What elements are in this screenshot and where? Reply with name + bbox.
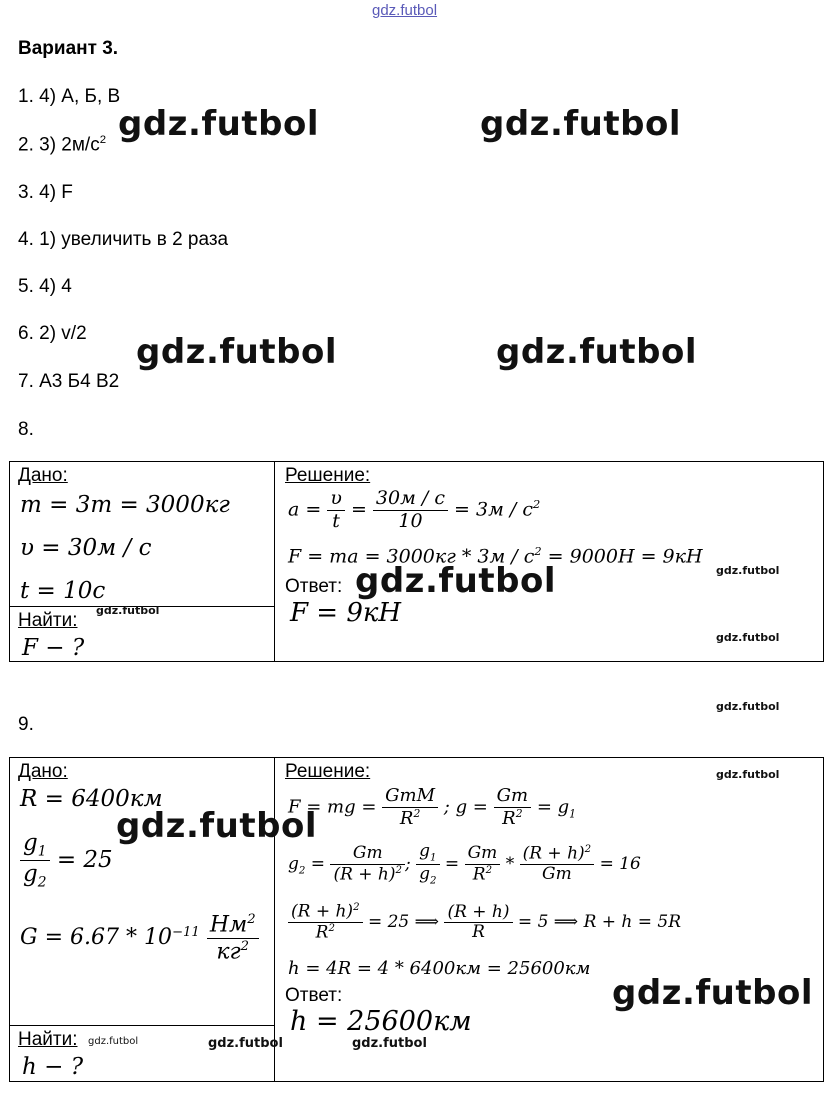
watermark-large: gdz.futbol xyxy=(496,332,697,372)
p8-find: F − ? xyxy=(22,635,85,661)
watermark-small: gdz.futbol xyxy=(716,700,780,713)
watermark-large: gdz.futbol xyxy=(136,332,337,372)
answer-1: 1. 4) А, Б, В xyxy=(18,86,121,107)
p8-eq2: F = ma = $3000кг * 3м / с^2 = 9000Н = 9кН$ xyxy=(288,544,703,568)
watermark-small: gdz.futbol xyxy=(716,768,780,781)
answer-9-label: 9. xyxy=(18,714,34,735)
watermark-large: gdz.futbol xyxy=(116,806,317,846)
p9-eq1: F = mg = $\frac{\text{GmM}}{R^2}$ ; g = $\frac{Gm}{R^2}$ = $g_1$ xyxy=(288,785,577,829)
watermark-large: gdz.futbol xyxy=(480,104,681,144)
watermark-large: gdz.futbol xyxy=(355,561,556,601)
answer-8-label: 8. xyxy=(18,419,34,440)
p9-find: h − ? xyxy=(22,1054,84,1080)
watermark-small: gdz.futbol xyxy=(716,631,780,644)
p9-given-label: Дано: xyxy=(18,761,68,782)
watermark-small: gdz.futbol xyxy=(352,1036,427,1051)
p9-eq3: $\frac{(R + h)^2}{R^2}$ = 25 ⟹ $\frac{(R + h)}{R}$ = 5 ⟹ R + h = 5R xyxy=(288,902,681,943)
answer-3: 3. 4) F xyxy=(18,182,73,203)
answer-2: 2. 3) $2м/с^2$ xyxy=(18,134,107,156)
p8-answer-label: Ответ: xyxy=(285,576,343,597)
p9-answer-label: Ответ: xyxy=(285,985,343,1006)
p8-given-speed: υ = 30м / с xyxy=(20,535,152,561)
p8-given-time: t = 10с xyxy=(20,578,106,604)
p9-given-gravconst: $G = 6.67 * 10^{-11}$ $\frac{Нм^2}{кг^2}$ xyxy=(20,912,259,964)
p9-eq2: $g_2$ = $\frac{Gm}{(R + h)^2}$ ; $\frac{g_1}{g_2}$ = $\frac{Gm}{R^2}$ * $\frac{(R + h)^2}{Gm}$ = 16 xyxy=(288,841,641,887)
watermark-small: gdz.futbol xyxy=(88,1036,139,1047)
p9-given-gratio: $\frac{g_1}{g_2}$ = 25 xyxy=(20,830,113,892)
watermark-small: gdz.futbol xyxy=(96,604,160,617)
site-link[interactable]: gdz.futbol xyxy=(372,2,438,19)
answer-7: 7. А3 Б4 В2 xyxy=(18,371,120,392)
p8-given-label: Дано: xyxy=(18,465,68,486)
answer-4: 4. 1) увеличить в 2 раза xyxy=(18,229,229,250)
variant-title: Вариант 3. xyxy=(18,38,119,59)
problem9-given-divider xyxy=(9,1025,275,1026)
watermark-small: gdz.futbol xyxy=(716,564,780,577)
answer-5: 5. 4) 4 xyxy=(18,276,72,297)
p8-find-label: Найти: xyxy=(18,610,78,631)
problem8-divider xyxy=(274,461,275,662)
p8-eq1: a = $\frac{\upsilon}{t}$ = $\frac{30м / с}{10}$ = $3м / с^2$ xyxy=(288,487,541,532)
p9-given-radius: R = 6400км xyxy=(20,786,163,812)
p9-answer: h = 25600км xyxy=(290,1006,472,1037)
p8-answer: F = 9кН xyxy=(290,598,402,628)
p9-find-label: Найти: xyxy=(18,1029,78,1050)
p8-given-mass: m = 3т = 3000кг xyxy=(20,492,230,518)
answer-6: 6. 2) v/2 xyxy=(18,323,87,344)
p8-solution-label: Решение: xyxy=(285,465,371,486)
p9-solution-label: Решение: xyxy=(285,761,371,782)
p9-eq4: h = 4R = 4 * 6400км = 25600км xyxy=(288,958,591,979)
watermark-large: gdz.futbol xyxy=(118,104,319,144)
watermark-small: gdz.futbol xyxy=(208,1036,283,1051)
watermark-large: gdz.futbol xyxy=(612,973,813,1013)
